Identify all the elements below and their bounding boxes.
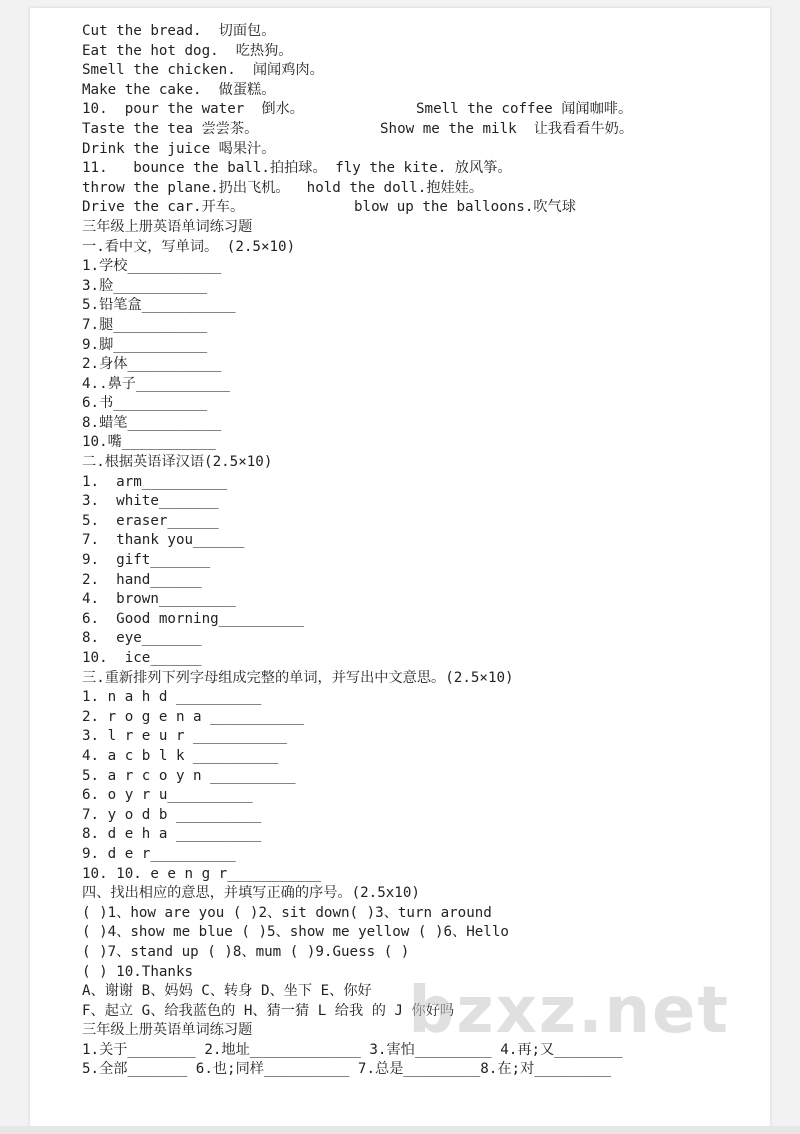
text-line: 4..鼻子___________ — [82, 375, 230, 392]
text-segment: Smell the coffee 闻闻咖啡。 — [416, 101, 633, 118]
bottom-bar — [0, 1126, 800, 1134]
document-page — [30, 8, 770, 1126]
text-line: 6. o y r u__________ — [82, 787, 253, 804]
text-line: 3.脸___________ — [82, 277, 208, 294]
text-line: 8. eye_______ — [82, 630, 202, 647]
text-line: 三年级上册英语单词练习题 — [82, 1022, 253, 1039]
text-line: 3. l r e u r ___________ — [82, 728, 287, 745]
text-line: Eat the hot dog. 吃热狗。 — [82, 42, 293, 59]
text-line: 三年级上册英语单词练习题 — [82, 218, 253, 235]
text-line: 1. arm__________ — [82, 473, 228, 490]
text-line: 10.嘴___________ — [82, 434, 216, 451]
text-line: Make the cake. 做蛋糕。 — [82, 81, 276, 98]
text-line: 二.根据英语译汉语(2.5×10) — [82, 454, 273, 471]
text-line: 5.铅笔盒___________ — [82, 297, 236, 314]
text-line: 1.关于________ 2.地址_____________ 3.害怕_________ 4.再;又________ — [82, 1041, 623, 1058]
text-line: 10. 10. e e n g r___________ — [82, 865, 322, 882]
text-segment: Taste the tea 尝尝茶。 — [82, 120, 259, 137]
text-line — [82, 100, 762, 120]
text-line: 三.重新排列下列字母组成完整的单词，并写出中文意思。(2.5×10) — [82, 669, 514, 686]
text-line: 2. r o g e n a ___________ — [82, 708, 305, 725]
text-line: 10. ice______ — [82, 650, 202, 666]
text-line: ( )4、show me blue ( )5、show me yellow ( )6、Hello — [82, 924, 509, 941]
text-line: 7. y o d b __________ — [82, 806, 262, 823]
text-segment: 10. pour the water 倒水。 — [82, 101, 304, 118]
watermark: bzxz.net — [408, 974, 730, 1048]
text-line: ( )7、stand up ( )8、mum ( )9.Guess ( ) — [82, 943, 410, 960]
document-content — [82, 22, 762, 1080]
text-line: 一.看中文，写单词。 (2.5×10) — [82, 238, 296, 255]
text-line: 7.腿___________ — [82, 316, 208, 333]
text-line: 1.学校___________ — [82, 258, 222, 275]
text-line: 四、找出相应的意思，并填写正确的序号。(2.5x10) — [82, 885, 420, 902]
text-line: 6. Good morning__________ — [82, 610, 305, 627]
text-line: A、谢谢 B、妈妈 C、转身 D、坐下 E、你好 — [82, 983, 372, 1000]
text-line: throw the plane.扔出飞机。 hold the doll.抱娃娃。 — [82, 179, 484, 196]
text-line: ( )1、how are you ( )2、sit down( )3、turn around — [82, 904, 492, 921]
text-line: 8. d e h a __________ — [82, 826, 262, 843]
text-line: Smell the chicken. 闻闻鸡肉。 — [82, 62, 324, 79]
text-line: Drink the juice 喝果汁。 — [82, 140, 276, 157]
text-line: 2.身体___________ — [82, 356, 222, 373]
text-segment: Show me the milk 让我看看牛奶。 — [380, 120, 634, 137]
text-line: 4. a c b l k __________ — [82, 747, 279, 764]
text-line: 5. a r c o y n __________ — [82, 767, 296, 784]
text-line: ( ) 10.Thanks — [82, 963, 194, 980]
text-line: 5.全部_______ 6.也;同样__________ 7.总是_________8.在;对_________ — [82, 1061, 612, 1078]
text-line: F、起立 G、给我蓝色的 H、猜一猜 L 给我 的 J 你好吗 — [82, 1002, 455, 1019]
text-line: 9.脚___________ — [82, 336, 208, 353]
text-line: 3. white_______ — [82, 493, 219, 510]
text-line — [82, 120, 762, 140]
text-segment: Drive the car.开车。 — [82, 199, 245, 216]
text-line: 9. gift_______ — [82, 552, 211, 569]
text-line: 1. n a h d __________ — [82, 689, 262, 706]
text-segment: blow up the balloons.吹气球 — [354, 199, 576, 216]
text-line: 9. d e r__________ — [82, 845, 236, 862]
text-line: 11. bounce the ball.拍拍球。 fly the kite. 放风筝。 — [82, 160, 512, 177]
text-line: 8.蜡笔___________ — [82, 414, 222, 431]
text-line: 2. hand______ — [82, 571, 202, 588]
text-line — [82, 198, 762, 218]
text-line: Cut the bread. 切面包。 — [82, 23, 276, 39]
text-line: 7. thank you______ — [82, 532, 245, 549]
text-line: 6.书___________ — [82, 395, 208, 412]
text-line: 5. eraser______ — [82, 512, 219, 529]
text-line: 4. brown_________ — [82, 591, 236, 608]
